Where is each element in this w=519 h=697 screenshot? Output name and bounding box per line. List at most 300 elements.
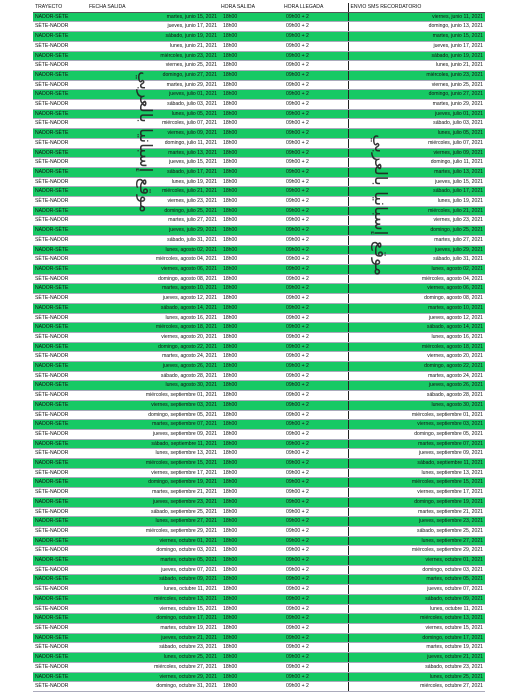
cell-envio-sms: sábado, octubre 09, 2021 xyxy=(348,594,485,604)
table-row xyxy=(33,264,485,274)
table-row xyxy=(33,400,485,410)
cell-trayecto: NADOR-SÈTE xyxy=(33,206,87,216)
cell-fecha-salida: sábado, junio 19, 2021 xyxy=(87,32,219,42)
cell-hora-salida: 18h00 xyxy=(219,624,282,634)
cell-trayecto: SÈTE-NADOR xyxy=(33,585,87,595)
cell-envio-sms: lunes, agosto 02, 2021 xyxy=(348,264,485,274)
cell-hora-llegada: 09h00 + 2 xyxy=(282,41,348,51)
cell-envio-sms: viernes, junio 11, 2021 xyxy=(348,12,485,22)
cell-trayecto: SÈTE-NADOR xyxy=(33,119,87,129)
cell-trayecto: NADOR-SÈTE xyxy=(33,70,87,80)
cell-hora-salida: 18h00 xyxy=(219,264,282,274)
cell-hora-llegada: 09h00 + 2 xyxy=(282,459,348,469)
cell-trayecto: SÈTE-NADOR xyxy=(33,488,87,498)
cell-hora-llegada: 09h00 + 2 xyxy=(282,429,348,439)
cell-trayecto: SÈTE-NADOR xyxy=(33,507,87,517)
cell-hora-llegada: 09h00 + 2 xyxy=(282,565,348,575)
table-row xyxy=(33,51,485,61)
cell-fecha-salida: domingo, octubre 17, 2021 xyxy=(87,614,219,624)
table-row xyxy=(33,70,485,80)
cell-hora-llegada: 09h00 + 2 xyxy=(282,594,348,604)
cell-envio-sms: viernes, septiembre 03, 2021 xyxy=(348,420,485,430)
cell-trayecto: SÈTE-NADOR xyxy=(33,391,87,401)
table-row xyxy=(33,80,485,90)
cell-trayecto: NADOR-SÈTE xyxy=(33,653,87,663)
cell-hora-llegada: 09h00 + 2 xyxy=(282,371,348,381)
watermark-left: موقع إسبانيا بالعربي xyxy=(135,71,155,213)
cell-trayecto: SÈTE-NADOR xyxy=(33,197,87,207)
cell-hora-llegada: 09h00 + 2 xyxy=(282,22,348,32)
table-row xyxy=(33,449,485,459)
cell-envio-sms: viernes, julio 09, 2021 xyxy=(348,148,485,158)
cell-fecha-salida: domingo, agosto 08, 2021 xyxy=(87,274,219,284)
cell-hora-llegada: 09h00 + 2 xyxy=(282,129,348,139)
cell-fecha-salida: viernes, julio 09, 2021 xyxy=(87,129,219,139)
table-row xyxy=(33,497,485,507)
cell-fecha-salida: sábado, agosto 14, 2021 xyxy=(87,303,219,313)
cell-hora-salida: 18h00 xyxy=(219,138,282,148)
cell-trayecto: NADOR-SÈTE xyxy=(33,556,87,566)
cell-trayecto: NADOR-SÈTE xyxy=(33,167,87,177)
cell-hora-llegada: 09h00 + 2 xyxy=(282,604,348,614)
table-row xyxy=(33,633,485,643)
cell-hora-salida: 18h00 xyxy=(219,167,282,177)
cell-envio-sms: viernes, julio 23, 2021 xyxy=(348,216,485,226)
cell-hora-salida: 18h00 xyxy=(219,61,282,71)
cell-trayecto: SÈTE-NADOR xyxy=(33,662,87,672)
cell-trayecto: SÈTE-NADOR xyxy=(33,235,87,245)
cell-fecha-salida: sábado, septiembre 11, 2021 xyxy=(87,439,219,449)
cell-hora-salida: 18h00 xyxy=(219,129,282,139)
cell-trayecto: NADOR-SÈTE xyxy=(33,245,87,255)
cell-hora-llegada: 09h00 + 2 xyxy=(282,400,348,410)
cell-envio-sms: martes, octubre 05, 2021 xyxy=(348,575,485,585)
cell-trayecto: NADOR-SÈTE xyxy=(33,400,87,410)
cell-fecha-salida: martes, agosto 24, 2021 xyxy=(87,352,219,362)
cell-envio-sms: miércoles, septiembre 29, 2021 xyxy=(348,546,485,556)
cell-envio-sms: sábado, julio 31, 2021 xyxy=(348,255,485,265)
table-row xyxy=(33,303,485,313)
cell-trayecto: NADOR-SÈTE xyxy=(33,342,87,352)
cell-trayecto: SÈTE-NADOR xyxy=(33,61,87,71)
cell-envio-sms: sábado, agosto 14, 2021 xyxy=(348,323,485,333)
cell-envio-sms: sábado, septiembre 25, 2021 xyxy=(348,526,485,536)
cell-hora-salida: 18h00 xyxy=(219,187,282,197)
cell-hora-salida: 18h00 xyxy=(219,109,282,119)
cell-hora-salida: 18h00 xyxy=(219,70,282,80)
cell-trayecto: SÈTE-NADOR xyxy=(33,294,87,304)
cell-fecha-salida: miércoles, agosto 04, 2021 xyxy=(87,255,219,265)
cell-envio-sms: sábado, septiembre 11, 2021 xyxy=(348,459,485,469)
cell-hora-salida: 18h00 xyxy=(219,51,282,61)
cell-fecha-salida: lunes, septiembre 27, 2021 xyxy=(87,517,219,527)
cell-envio-sms: domingo, junio 13, 2021 xyxy=(348,22,485,32)
header-row xyxy=(33,3,485,12)
cell-hora-llegada: 09h00 + 2 xyxy=(282,517,348,527)
cell-hora-salida: 18h00 xyxy=(219,517,282,527)
cell-envio-sms: domingo, agosto 22, 2021 xyxy=(348,362,485,372)
cell-hora-llegada: 09h00 + 2 xyxy=(282,439,348,449)
cell-hora-llegada: 09h00 + 2 xyxy=(282,90,348,100)
cell-trayecto: NADOR-SÈTE xyxy=(33,381,87,391)
cell-hora-salida: 18h00 xyxy=(219,526,282,536)
cell-trayecto: SÈTE-NADOR xyxy=(33,643,87,653)
cell-fecha-salida: domingo, junio 27, 2021 xyxy=(87,70,219,80)
cell-envio-sms: domingo, octubre 17, 2021 xyxy=(348,633,485,643)
table-row xyxy=(33,12,485,22)
cell-trayecto: NADOR-SÈTE xyxy=(33,264,87,274)
cell-envio-sms: lunes, agosto 30, 2021 xyxy=(348,400,485,410)
cell-envio-sms: martes, septiembre 07, 2021 xyxy=(348,439,485,449)
table-row xyxy=(33,391,485,401)
table-row xyxy=(33,585,485,595)
cell-trayecto: SÈTE-NADOR xyxy=(33,138,87,148)
cell-hora-salida: 18h00 xyxy=(219,90,282,100)
cell-hora-salida: 18h00 xyxy=(219,468,282,478)
cell-hora-salida: 18h00 xyxy=(219,12,282,22)
cell-trayecto: SÈTE-NADOR xyxy=(33,352,87,362)
cell-fecha-salida: jueves, septiembre 23, 2021 xyxy=(87,497,219,507)
table-row xyxy=(33,662,485,672)
cell-envio-sms: jueves, julio 15, 2021 xyxy=(348,177,485,187)
cell-envio-sms: martes, octubre 19, 2021 xyxy=(348,643,485,653)
cell-fecha-salida: jueves, junio 17, 2021 xyxy=(87,22,219,32)
cell-fecha-salida: jueves, agosto 26, 2021 xyxy=(87,362,219,372)
schedule-rows xyxy=(33,12,485,691)
table-row xyxy=(33,187,485,197)
table-row xyxy=(33,313,485,323)
cell-hora-salida: 18h00 xyxy=(219,41,282,51)
cell-hora-salida: 18h00 xyxy=(219,497,282,507)
cell-envio-sms: jueves, julio 29, 2021 xyxy=(348,245,485,255)
cell-hora-llegada: 09h00 + 2 xyxy=(282,488,348,498)
cell-fecha-salida: martes, julio 27, 2021 xyxy=(87,216,219,226)
cell-hora-llegada: 09h00 + 2 xyxy=(282,245,348,255)
header-fecha-salida: FECHA SALIDA xyxy=(87,3,219,12)
table-row xyxy=(33,32,485,42)
cell-trayecto: NADOR-SÈTE xyxy=(33,614,87,624)
cell-envio-sms: lunes, octubre 25, 2021 xyxy=(348,672,485,682)
table-row xyxy=(33,643,485,653)
schedule-sheet xyxy=(33,3,485,692)
cell-trayecto: NADOR-SÈTE xyxy=(33,633,87,643)
cell-hora-salida: 18h00 xyxy=(219,332,282,342)
table-row xyxy=(33,323,485,333)
table-row xyxy=(33,682,485,692)
cell-fecha-salida: lunes, julio 19, 2021 xyxy=(87,177,219,187)
cell-hora-salida: 18h00 xyxy=(219,216,282,226)
cell-envio-sms: lunes, julio 19, 2021 xyxy=(348,197,485,207)
cell-hora-llegada: 09h00 + 2 xyxy=(282,362,348,372)
cell-envio-sms: sábado, julio 03, 2021 xyxy=(348,119,485,129)
cell-fecha-salida: jueves, octubre 07, 2021 xyxy=(87,565,219,575)
cell-trayecto: NADOR-SÈTE xyxy=(33,536,87,546)
cell-fecha-salida: martes, agosto 10, 2021 xyxy=(87,284,219,294)
cell-hora-salida: 18h00 xyxy=(219,32,282,42)
cell-envio-sms: jueves, octubre 21, 2021 xyxy=(348,653,485,663)
cell-trayecto: SÈTE-NADOR xyxy=(33,80,87,90)
table-row xyxy=(33,546,485,556)
cell-envio-sms: sábado, junio 19, 2021 xyxy=(348,51,485,61)
cell-hora-salida: 18h00 xyxy=(219,391,282,401)
cell-trayecto: SÈTE-NADOR xyxy=(33,216,87,226)
cell-envio-sms: jueves, septiembre 23, 2021 xyxy=(348,517,485,527)
table-row xyxy=(33,255,485,265)
cell-fecha-salida: domingo, octubre 31, 2021 xyxy=(87,682,219,692)
cell-hora-salida: 18h00 xyxy=(219,148,282,158)
header-envio-sms: ENVIO SMS RECORDATORIO xyxy=(348,3,485,12)
cell-hora-llegada: 09h00 + 2 xyxy=(282,653,348,663)
cell-hora-llegada: 09h00 + 2 xyxy=(282,12,348,22)
cell-envio-sms: martes, agosto 24, 2021 xyxy=(348,371,485,381)
cell-hora-salida: 18h00 xyxy=(219,507,282,517)
cell-trayecto: SÈTE-NADOR xyxy=(33,313,87,323)
cell-fecha-salida: viernes, octubre 01, 2021 xyxy=(87,536,219,546)
cell-fecha-salida: lunes, agosto 30, 2021 xyxy=(87,381,219,391)
cell-envio-sms: jueves, agosto 26, 2021 xyxy=(348,381,485,391)
cell-hora-salida: 18h00 xyxy=(219,429,282,439)
cell-hora-llegada: 09h00 + 2 xyxy=(282,70,348,80)
cell-hora-salida: 18h00 xyxy=(219,22,282,32)
cell-envio-sms: martes, septiembre 21, 2021 xyxy=(348,507,485,517)
cell-envio-sms: miércoles, octubre 13, 2021 xyxy=(348,614,485,624)
cell-trayecto: NADOR-SÈTE xyxy=(33,284,87,294)
table-row xyxy=(33,352,485,362)
cell-hora-salida: 18h00 xyxy=(219,352,282,362)
cell-hora-salida: 18h00 xyxy=(219,197,282,207)
cell-trayecto: SÈTE-NADOR xyxy=(33,371,87,381)
cell-hora-salida: 18h00 xyxy=(219,255,282,265)
cell-hora-salida: 18h00 xyxy=(219,294,282,304)
table-row xyxy=(33,614,485,624)
cell-hora-salida: 18h00 xyxy=(219,556,282,566)
cell-hora-llegada: 09h00 + 2 xyxy=(282,274,348,284)
cell-trayecto: SÈTE-NADOR xyxy=(33,274,87,284)
cell-fecha-salida: martes, junio 29, 2021 xyxy=(87,80,219,90)
cell-fecha-salida: martes, julio 13, 2021 xyxy=(87,148,219,158)
cell-hora-salida: 18h00 xyxy=(219,313,282,323)
cell-trayecto: NADOR-SÈTE xyxy=(33,303,87,313)
table-row xyxy=(33,274,485,284)
table-row xyxy=(33,536,485,546)
table-row xyxy=(33,478,485,488)
cell-hora-salida: 18h00 xyxy=(219,274,282,284)
cell-envio-sms: miércoles, septiembre 01, 2021 xyxy=(348,410,485,420)
cell-envio-sms: domingo, septiembre 05, 2021 xyxy=(348,429,485,439)
cell-hora-llegada: 09h00 + 2 xyxy=(282,100,348,110)
table-row xyxy=(33,439,485,449)
cell-trayecto: NADOR-SÈTE xyxy=(33,129,87,139)
cell-trayecto: SÈTE-NADOR xyxy=(33,604,87,614)
cell-hora-salida: 18h00 xyxy=(219,410,282,420)
header-hora-llegada: HORA LLEGADA xyxy=(282,3,348,12)
cell-fecha-salida: viernes, junio 25, 2021 xyxy=(87,61,219,71)
cell-fecha-salida: viernes, agosto 06, 2021 xyxy=(87,264,219,274)
cell-hora-llegada: 09h00 + 2 xyxy=(282,546,348,556)
cell-fecha-salida: miércoles, julio 07, 2021 xyxy=(87,119,219,129)
table-row xyxy=(33,624,485,634)
cell-hora-salida: 18h00 xyxy=(219,682,282,692)
cell-hora-salida: 18h00 xyxy=(219,449,282,459)
cell-hora-llegada: 09h00 + 2 xyxy=(282,332,348,342)
cell-hora-salida: 18h00 xyxy=(219,653,282,663)
table-row xyxy=(33,420,485,430)
cell-fecha-salida: viernes, agosto 20, 2021 xyxy=(87,332,219,342)
cell-hora-llegada: 09h00 + 2 xyxy=(282,507,348,517)
table-row xyxy=(33,653,485,663)
cell-envio-sms: domingo, octubre 03, 2021 xyxy=(348,565,485,575)
cell-hora-salida: 18h00 xyxy=(219,459,282,469)
table-row xyxy=(33,507,485,517)
cell-fecha-salida: domingo, septiembre 19, 2021 xyxy=(87,478,219,488)
cell-hora-llegada: 09h00 + 2 xyxy=(282,32,348,42)
cell-hora-salida: 18h00 xyxy=(219,245,282,255)
cell-hora-salida: 18h00 xyxy=(219,604,282,614)
cell-hora-salida: 18h00 xyxy=(219,177,282,187)
table-row xyxy=(33,342,485,352)
cell-fecha-salida: sábado, octubre 09, 2021 xyxy=(87,575,219,585)
cell-envio-sms: domingo, junio 27, 2021 xyxy=(348,90,485,100)
cell-envio-sms: martes, junio 29, 2021 xyxy=(348,100,485,110)
cell-hora-salida: 18h00 xyxy=(219,614,282,624)
table-row xyxy=(33,575,485,585)
cell-hora-salida: 18h00 xyxy=(219,381,282,391)
cell-fecha-salida: sábado, septiembre 25, 2021 xyxy=(87,507,219,517)
cell-envio-sms: lunes, junio 21, 2021 xyxy=(348,61,485,71)
cell-envio-sms: sábado, agosto 28, 2021 xyxy=(348,391,485,401)
cell-trayecto: NADOR-SÈTE xyxy=(33,51,87,61)
table-row xyxy=(33,119,485,129)
cell-hora-llegada: 09h00 + 2 xyxy=(282,284,348,294)
cell-envio-sms: sábado, octubre 23, 2021 xyxy=(348,662,485,672)
cell-trayecto: NADOR-SÈTE xyxy=(33,109,87,119)
cell-fecha-salida: sábado, agosto 28, 2021 xyxy=(87,371,219,381)
cell-fecha-salida: domingo, julio 11, 2021 xyxy=(87,138,219,148)
cell-fecha-salida: jueves, agosto 12, 2021 xyxy=(87,294,219,304)
cell-fecha-salida: lunes, julio 05, 2021 xyxy=(87,109,219,119)
cell-hora-salida: 18h00 xyxy=(219,158,282,168)
table-row xyxy=(33,245,485,255)
table-row xyxy=(33,206,485,216)
cell-hora-llegada: 09h00 + 2 xyxy=(282,420,348,430)
cell-envio-sms: lunes, septiembre 13, 2021 xyxy=(348,468,485,478)
cell-hora-salida: 18h00 xyxy=(219,119,282,129)
cell-envio-sms: domingo, julio 25, 2021 xyxy=(348,226,485,236)
cell-hora-llegada: 09h00 + 2 xyxy=(282,226,348,236)
cell-trayecto: SÈTE-NADOR xyxy=(33,100,87,110)
cell-hora-llegada: 09h00 + 2 xyxy=(282,342,348,352)
cell-fecha-salida: martes, octubre 05, 2021 xyxy=(87,556,219,566)
cell-fecha-salida: martes, septiembre 21, 2021 xyxy=(87,488,219,498)
table-row xyxy=(33,429,485,439)
table-row xyxy=(33,526,485,536)
cell-trayecto: NADOR-SÈTE xyxy=(33,517,87,527)
table-row xyxy=(33,594,485,604)
cell-hora-salida: 18h00 xyxy=(219,226,282,236)
cell-hora-llegada: 09h00 + 2 xyxy=(282,109,348,119)
cell-envio-sms: miércoles, septiembre 15, 2021 xyxy=(348,478,485,488)
cell-hora-llegada: 09h00 + 2 xyxy=(282,167,348,177)
table-row xyxy=(33,604,485,614)
table-row xyxy=(33,109,485,119)
table-row xyxy=(33,61,485,71)
cell-hora-llegada: 09h00 + 2 xyxy=(282,323,348,333)
cell-hora-llegada: 09h00 + 2 xyxy=(282,575,348,585)
cell-hora-salida: 18h00 xyxy=(219,284,282,294)
table-row xyxy=(33,468,485,478)
cell-hora-llegada: 09h00 + 2 xyxy=(282,381,348,391)
cell-hora-llegada: 09h00 + 2 xyxy=(282,449,348,459)
cell-hora-llegada: 09h00 + 2 xyxy=(282,633,348,643)
cell-envio-sms: viernes, septiembre 17, 2021 xyxy=(348,488,485,498)
cell-envio-sms: domingo, julio 11, 2021 xyxy=(348,158,485,168)
cell-envio-sms: jueves, agosto 12, 2021 xyxy=(348,313,485,323)
table-row xyxy=(33,100,485,110)
cell-fecha-salida: lunes, agosto 16, 2021 xyxy=(87,313,219,323)
cell-fecha-salida: miércoles, septiembre 15, 2021 xyxy=(87,459,219,469)
cell-envio-sms: lunes, octubre 11, 2021 xyxy=(348,604,485,614)
cell-envio-sms: viernes, octubre 01, 2021 xyxy=(348,556,485,566)
table-row xyxy=(33,332,485,342)
cell-hora-salida: 18h00 xyxy=(219,672,282,682)
cell-trayecto: NADOR-SÈTE xyxy=(33,594,87,604)
cell-hora-salida: 18h00 xyxy=(219,342,282,352)
cell-hora-llegada: 09h00 + 2 xyxy=(282,662,348,672)
cell-hora-llegada: 09h00 + 2 xyxy=(282,61,348,71)
table-row xyxy=(33,556,485,566)
cell-hora-salida: 18h00 xyxy=(219,235,282,245)
cell-trayecto: SÈTE-NADOR xyxy=(33,158,87,168)
cell-fecha-salida: martes, septiembre 07, 2021 xyxy=(87,420,219,430)
table-row xyxy=(33,410,485,420)
cell-hora-llegada: 09h00 + 2 xyxy=(282,158,348,168)
cell-envio-sms: sábado, julio 17, 2021 xyxy=(348,187,485,197)
table-row xyxy=(33,235,485,245)
ferry-schedule-table xyxy=(33,3,485,692)
header-hora-salida: HORA SALIDA xyxy=(219,3,282,12)
cell-trayecto: SÈTE-NADOR xyxy=(33,682,87,692)
cell-hora-llegada: 09h00 + 2 xyxy=(282,264,348,274)
cell-fecha-salida: miércoles, junio 23, 2021 xyxy=(87,51,219,61)
cell-hora-salida: 18h00 xyxy=(219,206,282,216)
cell-hora-llegada: 09h00 + 2 xyxy=(282,187,348,197)
cell-trayecto: SÈTE-NADOR xyxy=(33,565,87,575)
table-row xyxy=(33,284,485,294)
cell-fecha-salida: lunes, octubre 11, 2021 xyxy=(87,585,219,595)
cell-envio-sms: viernes, octubre 15, 2021 xyxy=(348,624,485,634)
cell-hora-salida: 18h00 xyxy=(219,323,282,333)
table-row xyxy=(33,197,485,207)
cell-trayecto: SÈTE-NADOR xyxy=(33,22,87,32)
cell-hora-salida: 18h00 xyxy=(219,546,282,556)
table-row xyxy=(33,226,485,236)
cell-fecha-salida: sábado, julio 31, 2021 xyxy=(87,235,219,245)
cell-envio-sms: viernes, junio 25, 2021 xyxy=(348,80,485,90)
cell-fecha-salida: domingo, septiembre 05, 2021 xyxy=(87,410,219,420)
cell-hora-salida: 18h00 xyxy=(219,100,282,110)
cell-trayecto: SÈTE-NADOR xyxy=(33,546,87,556)
cell-fecha-salida: viernes, septiembre 03, 2021 xyxy=(87,400,219,410)
cell-trayecto: NADOR-SÈTE xyxy=(33,323,87,333)
cell-envio-sms: miércoles, agosto 18, 2021 xyxy=(348,342,485,352)
table-row xyxy=(33,158,485,168)
cell-envio-sms: martes, julio 27, 2021 xyxy=(348,235,485,245)
cell-trayecto: SÈTE-NADOR xyxy=(33,177,87,187)
cell-fecha-salida: miércoles, julio 21, 2021 xyxy=(87,187,219,197)
cell-hora-llegada: 09h00 + 2 xyxy=(282,468,348,478)
cell-fecha-salida: lunes, agosto 02, 2021 xyxy=(87,245,219,255)
cell-envio-sms: martes, julio 13, 2021 xyxy=(348,167,485,177)
